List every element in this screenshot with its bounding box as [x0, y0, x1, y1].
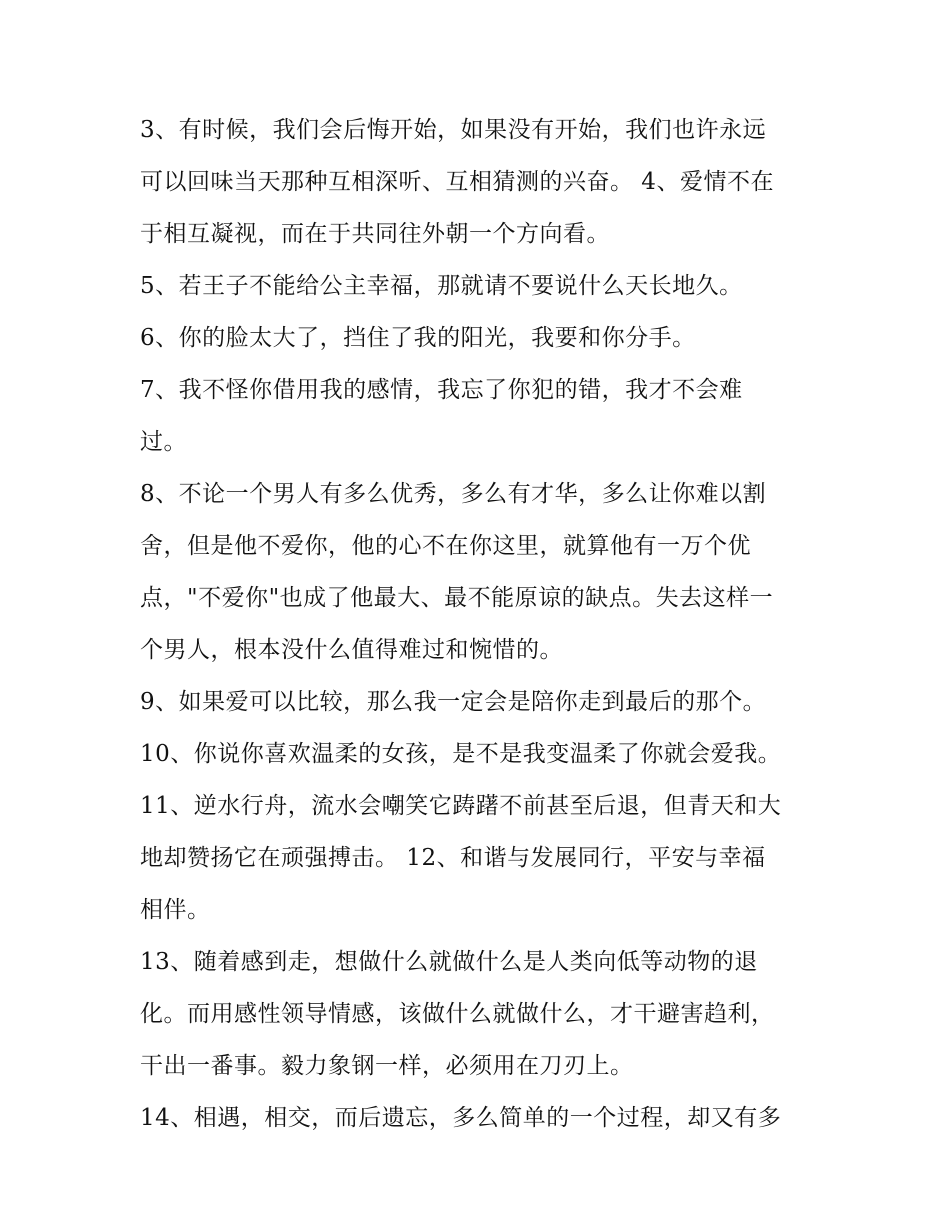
paragraph-10: 10、你说你喜欢温柔的女孩，是不是我变温柔了你就会爱我。: [140, 741, 782, 767]
paragraph-3-4: 3、有时候，我们会后悔开始，如果没有开始，我们也许永远 可以回味当天那种互相深听、互相猜测的兴奋。 4、爱情不在 于相互凝视，而在于共同往外朝一个方向看。: [140, 117, 774, 247]
paragraph-8: 8、不论一个男人有多么优秀，多么有才华，多么让你难以割 舍，但是他不爱你，他的心不在你这里，就算他有一万个优 点，"不爱你"也成了他最大、最不能原谅的缺点。失去这样一 个男人，根本没什么值得难过和惋惜的。: [140, 481, 774, 663]
document-body: [140, 104, 820, 1144]
paragraph-13: 13、随着感到走，想做什么就做什么是人类向低等动物的退 化。而用感性领导情感，该做什么就做什么，才干避害趋利， 干出一番事。毅力象钢一样，必须用在刀刃上。: [140, 949, 775, 1079]
paragraph-6: 6、你的脸太大了，挡住了我的阳光，我要和你分手。: [140, 325, 696, 351]
paragraph-7: 7、我不怪你借用我的感情，我忘了你犯的错，我才不会难 过。: [140, 377, 743, 455]
paragraph-14: 14、相遇，相交，而后遗忘，多么简单的一个过程，却又有多: [140, 1105, 782, 1131]
paragraph-9: 9、如果爱可以比较，那么我一定会是陪你走到最后的那个。: [140, 689, 767, 715]
paragraph-11-12: 11、逆水行舟，流水会嘲笑它踌躇不前甚至后退，但青天和大 地却赞扬它在顽强搏击。 12、和谐与发展同行，平安与幸福 相伴。: [140, 793, 782, 923]
paragraph-5: 5、若王子不能给公主幸福，那就请不要说什么天长地久。: [140, 273, 743, 299]
